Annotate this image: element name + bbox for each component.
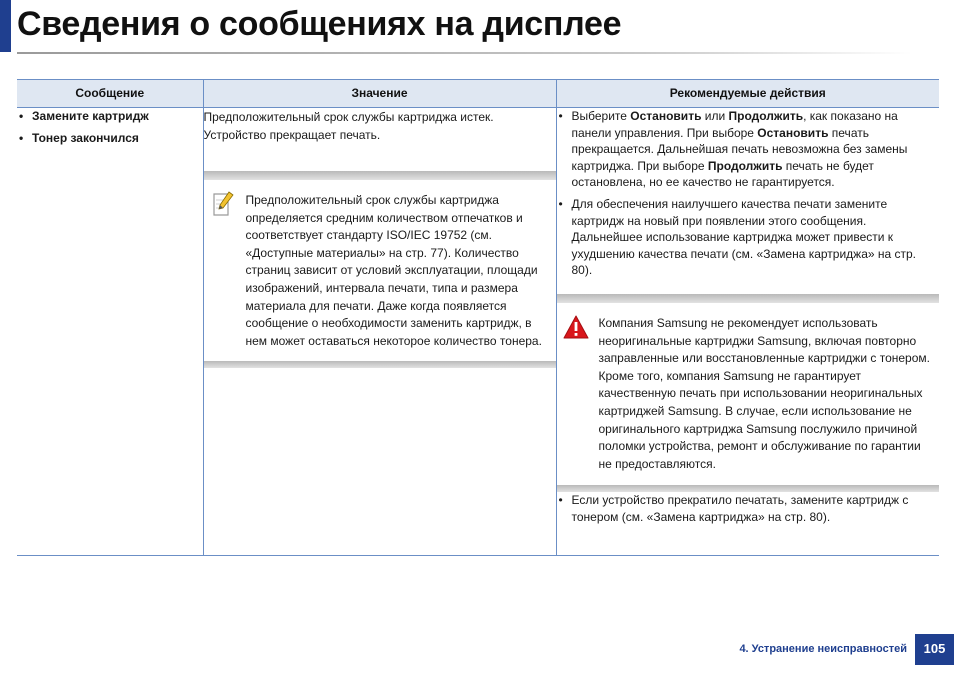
continue-option: Продолжить (728, 109, 804, 123)
table-row (17, 108, 939, 556)
warning-text: Компания Samsung не рекомендует использовать неоригинальные картриджи Samsung, включая повторно заправленные или восстановленные картриджи с тонером. Кроме того, компания Samsung не гарантирует качественную печать при использовании неоригинальных картриджей Samsung. В случае, если использование не оригинального картриджа Samsung послужило причиной поломки устройства, ремонт и обслуживание по гарантии не предоставляются. (598, 315, 930, 471)
meaning-text: Предположительный срок службы картриджа истек. Устройство прекращает печать. (203, 110, 494, 142)
header-actions: Рекомендуемые действия (556, 80, 939, 108)
message-item: • Замените картридж (17, 108, 203, 125)
table-header-row (17, 80, 939, 108)
title-divider (17, 52, 912, 54)
footer-chapter: 4. Устранение неисправностей (739, 643, 907, 655)
warning-bottom-bar (557, 485, 940, 492)
action-item: • Для обеспечения наилучшего качества печати замените картридж на новый при появлении этого сообщения. Дальнейшее использование картриджа может привести к ухудшению качества печати (см. «Замена картриджа» на стр. 80). (557, 196, 940, 279)
note-bottom-bar (204, 361, 556, 368)
action-item: • Если устройство прекратило печатать, замените картридж с тонером (см. «Замена картриджа» на стр. 80). (557, 492, 940, 526)
actions-cell (556, 108, 939, 556)
title-accent-bar (0, 0, 11, 52)
action-item: • Выберите Остановить или Продолжить, как показано на панели управления. При выборе Остановить печать прекращается. Дальнейшая печать невозможна без замены картриджа. При выборе Продолжить печать не будет остановлена, но ее качество не гарантируется. (557, 108, 940, 191)
warning-triangle-icon (563, 315, 589, 339)
messages-table (17, 79, 939, 556)
note-top-bar (204, 171, 556, 180)
page-number: 105 (915, 634, 954, 665)
message-cell (17, 108, 203, 556)
continue-option: Продолжить (707, 158, 783, 173)
message-item: • Тонер закончился (17, 130, 203, 147)
meaning-cell (203, 108, 556, 556)
warning-top-bar (557, 294, 940, 303)
stop-option: Остановить (757, 125, 829, 140)
page-title: Сведения о сообщениях на дисплее (17, 5, 622, 43)
note-pencil-icon (212, 191, 234, 217)
note-box (204, 171, 556, 368)
header-message: Сообщение (17, 80, 203, 108)
header-meaning: Значение (203, 80, 556, 108)
warning-box (557, 294, 940, 492)
note-text: Предположительный срок службы картриджа определяется средним количеством отпечатков и соответствует стандарту ISO/IEC 19752 (см. «Доступные материалы» на стр. 77). Количество страниц зависит от условий эксплуатации, площади изображений, интервала печати, типа и размера материала для печати. Даже когда появляется сообщение о необходимости заменить картридж, в нем может оставаться некоторое количество тонера. (245, 193, 542, 348)
stop-option: Остановить (630, 109, 702, 123)
